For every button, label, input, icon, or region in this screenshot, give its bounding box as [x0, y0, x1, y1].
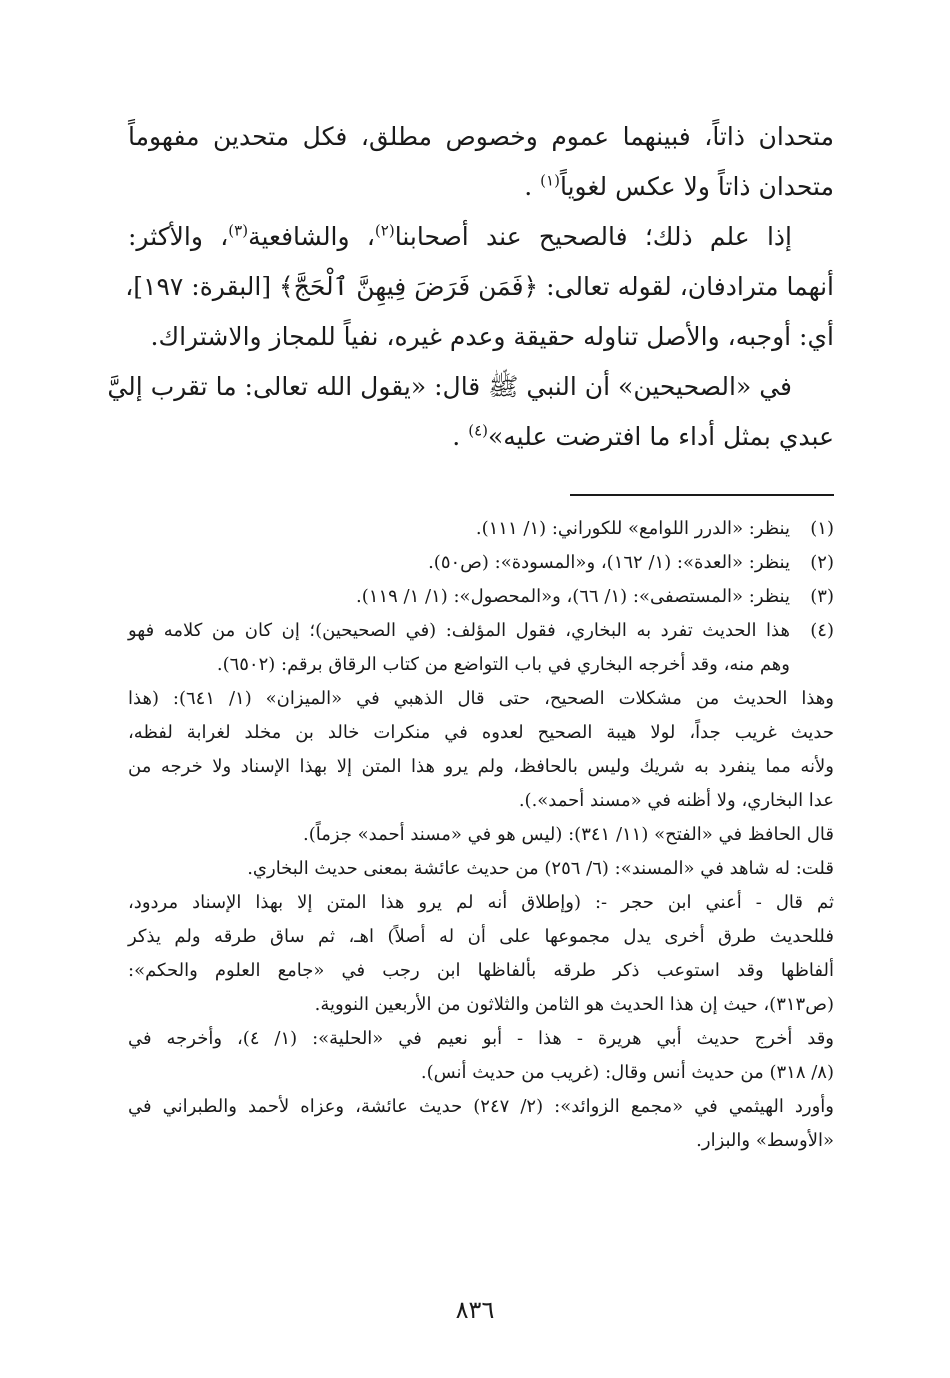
main-line-3 [128, 212, 834, 262]
footnote-3 [128, 580, 834, 614]
footnote-ref-3: (٣) [228, 221, 249, 240]
footnote-line: (ص٣١٣)، حيث إن هذا الحديث هو الثامن والثلاثون من الأربعين النووية. [314, 994, 834, 1015]
footnote-line: قال الحافظ في «الفتح» (١١/ ٣٤١): (ليس هو في «مسند أحمد» جزماً). [302, 824, 834, 845]
footnote-line: ثم قال - أعني ابن حجر -: (وإطلاق أنه لم يرو هذا المتن إلا بهذا الإسناد مردود، [128, 892, 834, 913]
main-line-7 [128, 412, 834, 462]
main-line-4: أنهما مترادفان، لقوله تعالى: ﴿فَمَن فَرَضَ فِيهِنَّ ٱلْحَجَّ﴾ [البقرة: ١٩٧]، [125, 272, 834, 301]
footnote-line: وهذا الحديث من مشكلات الصحيح، حتى قال الذهبي في «الميزان» (١/ ٦٤١): (هذا [128, 688, 834, 709]
main-line-1: متحدان ذاتاً، فبينهما عموم وخصوص مطلق، فكل متحدين مفهوماً [128, 122, 834, 151]
footnote-line: عدا البخاري، ولا أظنه في «مسند أحمد».). [518, 790, 834, 811]
footnote-line: قلت: له شاهد في «المسند»: (٦/ ٢٥٦) من حديث عائشة بمعنى حديث البخاري. [247, 858, 834, 879]
footnote-line: «الأوسط» والبزار. [696, 1130, 834, 1151]
main-text [107, 112, 834, 462]
main-line-2-text: متحدان ذاتاً ولا عكس لغوياً [559, 172, 834, 201]
main-line-7-end: . [452, 422, 461, 451]
footnote-line: وأورد الهيثمي في «مجمع الزوائد»: (٢/ ٢٤٧) حديث عائشة، وعزاه لأحمد والطبراني في [128, 1096, 834, 1117]
main-line-3-part-2: ، والشافعية [248, 222, 375, 251]
footnote-separator [570, 494, 834, 496]
footnote-1 [128, 512, 834, 546]
main-line-2 [128, 162, 834, 212]
footnote-ref-4: (٤) [468, 421, 488, 440]
footnote-line: هذا الحديث تفرد به البخاري، فقول المؤلف: (في الصحيحين)؛ إن كان من كلامه فهو [128, 620, 790, 641]
footnote-line: ألفاظها وقد استوعب ذكر طرقه بألفاظها ابن رجب في «جامع العلوم والحكم»: [128, 960, 834, 981]
footnote-ref-2: (٢) [374, 221, 395, 240]
main-line-2-end: . [524, 172, 533, 201]
footnote-4 [128, 614, 834, 1158]
footnote-number: (٣) [810, 586, 834, 607]
footnote-line: ينظر: «المستصفى»: (١/ ٦٦)، و«المحصول»: (١/ ١/ ١١٩). [356, 586, 790, 607]
footnotes [128, 512, 834, 1158]
footnote-ref-1: (١) [540, 171, 560, 190]
footnote-number: (٤) [810, 620, 834, 641]
footnote-line: ينظر: «العدة»: (١/ ١٦٢)، و«المسودة»: (ص٥٠). [428, 552, 790, 573]
main-line-5: أي: أوجبه، والأصل تناوله حقيقة وعدم غيره، نفياً للمجاز والاشتراك. [150, 322, 834, 351]
footnote-2 [128, 546, 834, 580]
footnote-number: (٢) [810, 552, 834, 573]
footnote-line: ولأنه مما ينفرد به شريك وليس بالحافظ، ولم يرو هذا المتن إلا بهذا الإسناد ولا خرجه من [128, 756, 834, 777]
footnote-number: (١) [810, 518, 834, 539]
footnote-line: (٨/ ٣١٨) من حديث أنس وقال: (غريب من حديث أنس). [420, 1062, 834, 1083]
footnote-line: وقد أخرج حديث أبي هريرة - هذا - أبو نعيم في «الحلية»: (١/ ٤)، وأخرجه في [128, 1028, 834, 1049]
main-line-3-part-1: إذا علم ذلك؛ فالصحيح عند أصحابنا [394, 222, 792, 251]
main-line-6: في «الصحيحين» أن النبي ﷺ قال: «يقول الله تعالى: ما تقرب إليَّ [107, 372, 792, 401]
footnote-line: حديث غريب جداً، لولا هيبة الصحيح لعدوه في منكرات خالد بن مخلد لغرابة لفظه، [128, 722, 834, 743]
main-line-7-text: عبدي بمثل أداء ما افترضت عليه» [487, 422, 834, 451]
footnote-line: ينظر: «الدرر اللوامع» للكوراني: (١/ ١١١). [475, 518, 790, 539]
main-line-3-part-3: ، والأكثر: [128, 222, 229, 251]
page-number: ٨٣٦ [455, 1296, 495, 1324]
footnote-line: فللحديث طرق أخرى يدل مجموعها على أن له أصلاً) اهـ، ثم ساق طرقه ولم يذكر [128, 926, 834, 947]
footnote-line: وهم منه، وقد أخرجه البخاري في باب التواضع من كتاب الرقاق برقم: (٦٥٠٢). [216, 654, 790, 675]
